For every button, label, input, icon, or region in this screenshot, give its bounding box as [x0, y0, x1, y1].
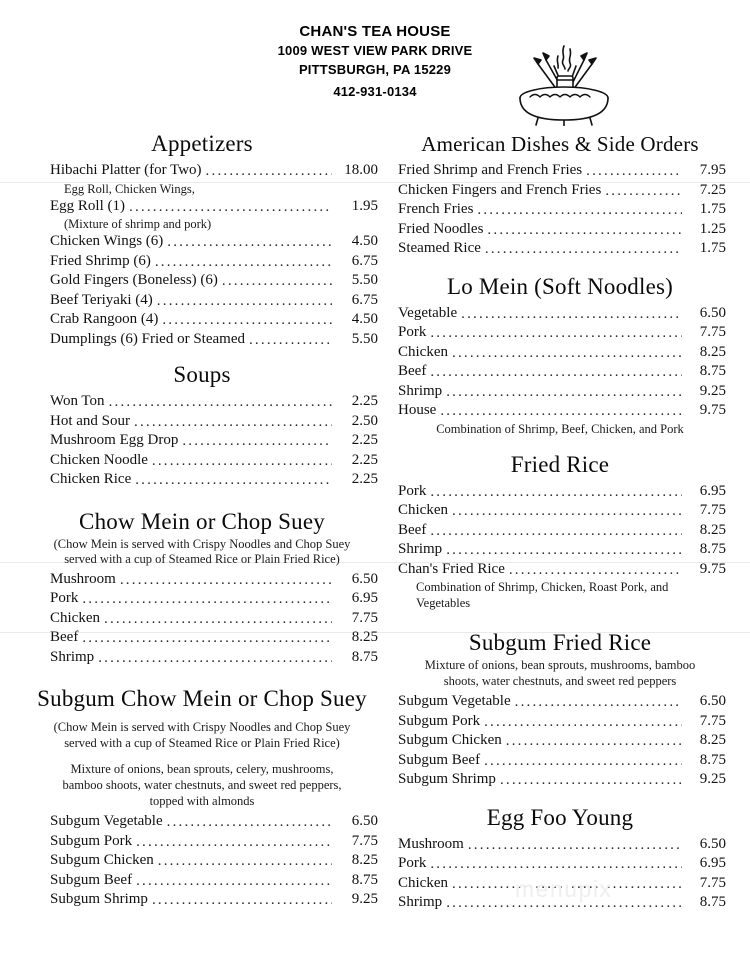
- item-name: Hibachi Platter (for Two): [50, 162, 202, 178]
- section-description: Mixture of onions, bean sprouts, mushrooms, bamboo: [424, 658, 696, 672]
- leader-dots: [452, 504, 682, 519]
- item-name: Fried Shrimp and French Fries: [398, 162, 583, 178]
- item-price: 8.75: [699, 751, 726, 768]
- menu-item[interactable]: [394, 835, 726, 855]
- leader-dots: [484, 714, 682, 729]
- item-list: [26, 812, 378, 910]
- section-appetizers: [26, 130, 378, 349]
- item-price: 5.50: [351, 272, 378, 288]
- menu-item[interactable]: [394, 161, 726, 181]
- menu-item[interactable]: [394, 181, 726, 201]
- menu-header: [0, 0, 750, 130]
- item-list: [26, 161, 378, 349]
- leader-dots: [477, 203, 682, 218]
- menu-item[interactable]: [26, 412, 378, 432]
- leader-dots: [136, 873, 332, 888]
- item-name: Chicken Noodle: [50, 451, 148, 468]
- item-price: 7.75: [699, 712, 726, 729]
- item-price: 8.25: [699, 732, 726, 748]
- menu-item[interactable]: [394, 712, 726, 732]
- section-description: topped with almonds: [149, 794, 255, 808]
- menu-item[interactable]: [394, 854, 726, 874]
- item-price: 7.75: [699, 874, 726, 891]
- item-price: 8.75: [351, 871, 378, 888]
- menu-item[interactable]: [394, 751, 726, 771]
- item-price: 2.25: [351, 393, 378, 409]
- menu-item[interactable]: [26, 310, 378, 330]
- section-lo-mein: [394, 273, 726, 437]
- section-note: served with a cup of Steamed Rice or Plain Fried Rice): [64, 552, 340, 566]
- item-name: Subgum Shrimp: [398, 771, 496, 787]
- item-description: (Mixture of shrimp and pork): [64, 217, 212, 231]
- leader-dots: [152, 453, 332, 468]
- menu-item[interactable]: [26, 330, 378, 350]
- item-list: [394, 692, 726, 790]
- menu-item[interactable]: [26, 392, 378, 412]
- leader-dots: [485, 242, 682, 257]
- item-name: Subgum Vegetable: [50, 813, 163, 829]
- item-name: Vegetable: [398, 304, 458, 321]
- item-price: 6.50: [351, 570, 378, 587]
- menu-column-right: [394, 130, 726, 915]
- menu-item[interactable]: [394, 692, 726, 712]
- item-price: 8.25: [351, 629, 378, 645]
- section-note: (Chow Mein is served with Crispy Noodles and Chop Suey: [53, 536, 351, 551]
- section-subgum-chow-mein: [26, 685, 378, 910]
- item-name: French Fries: [398, 201, 474, 217]
- item-price: 6.50: [699, 835, 726, 852]
- item-description: Combination of Shrimp, Beef, Chicken, and Pork: [436, 421, 684, 436]
- leader-dots: [120, 572, 332, 587]
- menu-item[interactable]: [394, 501, 726, 521]
- menu-item[interactable]: [26, 851, 378, 871]
- section-title: Chow Mein or Chop Suey: [79, 508, 325, 534]
- leader-dots: [104, 611, 332, 626]
- item-name: Pork: [398, 855, 427, 871]
- item-name: Beef: [398, 521, 427, 538]
- item-price: 4.50: [351, 233, 378, 249]
- item-name: Beef: [50, 629, 79, 645]
- leader-dots: [430, 326, 682, 341]
- menu-item[interactable]: [26, 609, 378, 629]
- leader-dots: [136, 834, 332, 849]
- restaurant-info: [0, 22, 750, 101]
- leader-dots: [506, 734, 682, 749]
- menu-item[interactable]: [394, 239, 726, 259]
- section-title: Soups: [173, 362, 231, 387]
- leader-dots: [487, 222, 682, 237]
- item-name: Beef Teriyaki (4): [50, 291, 153, 308]
- item-name: Fried Noodles: [398, 220, 484, 237]
- item-price: 6.75: [351, 252, 378, 269]
- item-price: 1.95: [351, 197, 378, 214]
- item-price: 2.25: [351, 432, 378, 448]
- item-name: Shrimp: [398, 894, 443, 910]
- item-name: Chicken Wings (6): [50, 233, 164, 249]
- section-title: Lo Mein (Soft Noodles): [446, 273, 674, 299]
- item-price: 9.75: [699, 560, 726, 577]
- section-title: Egg Foo Young: [486, 804, 634, 830]
- menu-item[interactable]: [26, 431, 378, 451]
- menu-item[interactable]: [394, 382, 726, 402]
- leader-dots: [515, 695, 682, 710]
- section-title: Appetizers: [151, 131, 253, 156]
- item-price: 18.00: [344, 162, 378, 178]
- item-price: 9.25: [351, 891, 378, 907]
- item-list: [394, 482, 726, 612]
- leader-dots: [430, 857, 682, 872]
- leader-dots: [249, 332, 332, 347]
- item-name: Chan's Fried Rice: [398, 560, 505, 577]
- menu-item[interactable]: [394, 401, 726, 421]
- menu-item[interactable]: [26, 197, 378, 217]
- leader-dots: [446, 543, 682, 558]
- item-price: 1.75: [699, 201, 726, 217]
- menu-item[interactable]: [394, 323, 726, 343]
- menu-item[interactable]: [394, 770, 726, 790]
- item-price: 8.25: [351, 852, 378, 868]
- section-description: shoots, water chestnuts, and sweet red peppers: [443, 674, 677, 688]
- menu-item[interactable]: [394, 521, 726, 541]
- menupix-watermark: menupix: [515, 876, 613, 902]
- item-price: 9.25: [699, 382, 726, 399]
- menu-item[interactable]: [394, 343, 726, 363]
- item-name: Pork: [398, 482, 427, 499]
- item-price: 6.50: [699, 693, 726, 709]
- item-list: [394, 304, 726, 437]
- item-name: Dumplings (6) Fried or Steamed: [50, 330, 245, 347]
- section-american-dishes: [394, 130, 726, 259]
- leader-dots: [109, 395, 332, 410]
- menu-item[interactable]: [26, 232, 378, 252]
- menu-item[interactable]: [394, 560, 726, 580]
- item-price: 2.25: [351, 471, 378, 487]
- item-price: 7.25: [699, 181, 726, 198]
- item-name: Steamed Rice: [398, 240, 481, 256]
- menu-item[interactable]: [26, 871, 378, 891]
- leader-dots: [167, 235, 332, 250]
- item-description: Combination of Shrimp, Chicken, Roast Pork, and: [416, 580, 669, 594]
- item-name: Egg Roll (1): [50, 197, 125, 214]
- item-name: Chicken Rice: [50, 471, 132, 487]
- section-title: Subgum Chow Mein or Chop Suey: [37, 686, 367, 711]
- item-name: Subgum Pork: [50, 832, 133, 849]
- section-title: American Dishes & Side Orders: [421, 132, 699, 156]
- leader-dots: [157, 293, 332, 308]
- menu-item[interactable]: [394, 731, 726, 751]
- leader-dots: [155, 254, 332, 269]
- section-title: Fried Rice: [510, 451, 610, 477]
- leader-dots: [430, 523, 682, 538]
- item-name: Won Ton: [50, 393, 105, 409]
- item-price: 8.25: [699, 521, 726, 538]
- menu-item[interactable]: [26, 570, 378, 590]
- leader-dots: [206, 164, 332, 179]
- menu-item[interactable]: [26, 451, 378, 471]
- menu-item[interactable]: [394, 482, 726, 502]
- item-name: Pork: [50, 590, 79, 606]
- item-name: Subgum Chicken: [398, 732, 502, 748]
- item-name: Pork: [398, 324, 427, 340]
- section-note: served with a cup of Steamed Rice or Plain Fried Rice): [64, 736, 340, 750]
- leader-dots: [446, 384, 682, 399]
- item-name: Chicken: [398, 874, 448, 891]
- section-title: Subgum Fried Rice: [468, 630, 652, 655]
- item-name: Mushroom: [50, 570, 116, 587]
- leader-dots: [167, 815, 332, 830]
- item-name: Shrimp: [398, 541, 443, 557]
- item-name: Chicken: [398, 502, 448, 518]
- menu-item[interactable]: [26, 890, 378, 910]
- item-description: Vegetables: [416, 596, 471, 610]
- item-list: [26, 570, 378, 668]
- item-name: Chicken: [50, 609, 100, 626]
- leader-dots: [452, 345, 682, 360]
- item-price: 8.75: [699, 541, 726, 557]
- menu-item[interactable]: [394, 220, 726, 240]
- item-price: 2.25: [351, 451, 378, 468]
- item-price: 6.50: [351, 813, 378, 829]
- item-name: Shrimp: [50, 648, 95, 665]
- menu-item[interactable]: [26, 648, 378, 668]
- menu-item[interactable]: [26, 832, 378, 852]
- item-name: Subgum Shrimp: [50, 891, 148, 907]
- leader-dots: [82, 592, 332, 607]
- item-price: 5.50: [351, 330, 378, 347]
- item-name: Mushroom Egg Drop: [50, 432, 179, 448]
- leader-dots: [468, 837, 682, 852]
- item-price: 6.95: [699, 482, 726, 499]
- leader-dots: [484, 753, 682, 768]
- item-name: Subgum Beef: [398, 751, 481, 768]
- leader-dots: [98, 650, 332, 665]
- item-price: 4.50: [351, 311, 378, 327]
- item-list: [394, 161, 726, 259]
- leader-dots: [461, 306, 682, 321]
- leader-dots: [430, 365, 682, 380]
- item-price: 7.75: [351, 832, 378, 849]
- item-price: 2.50: [351, 412, 378, 429]
- menu-item[interactable]: [26, 252, 378, 272]
- menu-item[interactable]: [26, 161, 378, 181]
- restaurant-phone: 412-931-0134: [333, 84, 417, 99]
- menu-item[interactable]: [394, 540, 726, 560]
- item-price: 7.75: [351, 609, 378, 626]
- menu-item[interactable]: [26, 470, 378, 490]
- leader-dots: [162, 313, 332, 328]
- item-name: Beef: [398, 363, 427, 379]
- item-name: Subgum Beef: [50, 871, 133, 888]
- item-price: 6.50: [699, 304, 726, 321]
- leader-dots: [129, 199, 332, 214]
- menu-item[interactable]: [394, 200, 726, 220]
- leader-dots: [222, 274, 332, 289]
- leader-dots: [182, 434, 332, 449]
- restaurant-address: 1009 WEST VIEW PARK DRIVE: [277, 43, 473, 58]
- item-name: Gold Fingers (Boneless) (6): [50, 272, 218, 288]
- item-price: 1.25: [699, 220, 726, 237]
- restaurant-city: PITTSBURGH, PA 15229: [298, 62, 452, 77]
- leader-dots: [440, 404, 682, 419]
- leader-dots: [134, 414, 332, 429]
- section-subgum-fried-rice: [394, 629, 726, 790]
- section-soups: [26, 361, 378, 490]
- section-fried-rice: [394, 451, 726, 612]
- menu-item[interactable]: [394, 304, 726, 324]
- item-price: 6.95: [699, 855, 726, 871]
- item-price: 7.95: [699, 162, 726, 178]
- item-name: Shrimp: [398, 382, 443, 399]
- menu-item[interactable]: [26, 271, 378, 291]
- item-name: Subgum Vegetable: [398, 693, 511, 709]
- item-description: Egg Roll, Chicken Wings,: [64, 181, 195, 196]
- section-chow-mein: [26, 508, 378, 668]
- item-name: Subgum Pork: [398, 712, 481, 729]
- item-name: Subgum Chicken: [50, 852, 154, 868]
- section-description: Mixture of onions, bean sprouts, celery, mushrooms,: [70, 762, 334, 776]
- leader-dots: [500, 773, 682, 788]
- item-price: 8.75: [699, 363, 726, 379]
- item-price: 8.75: [699, 894, 726, 910]
- item-price: 8.75: [351, 648, 378, 665]
- item-name: House: [398, 402, 437, 418]
- hibachi-grill-logo-icon: [508, 34, 620, 126]
- item-name: Hot and Sour: [50, 412, 130, 429]
- item-name: Chicken: [398, 343, 448, 360]
- item-price: 1.75: [699, 240, 726, 256]
- restaurant-name: CHAN'S TEA HOUSE: [299, 23, 451, 40]
- section-note: (Chow Mein is served with Crispy Noodles and Chop Suey: [53, 720, 351, 734]
- leader-dots: [135, 473, 332, 488]
- item-price: 9.75: [699, 402, 726, 418]
- leader-dots: [152, 893, 332, 908]
- menu-item[interactable]: [26, 628, 378, 648]
- menu-body: [0, 130, 750, 915]
- leader-dots: [430, 484, 682, 499]
- section-description: bamboo shoots, water chestnuts, and sweet red peppers,: [62, 778, 342, 792]
- menu-item[interactable]: [26, 589, 378, 609]
- leader-dots: [509, 562, 682, 577]
- item-name: Mushroom: [398, 835, 464, 852]
- item-price: 9.25: [699, 771, 726, 787]
- leader-dots: [82, 631, 332, 646]
- menu-column-left: [26, 130, 378, 915]
- menu-item[interactable]: [26, 291, 378, 311]
- item-price: 8.25: [699, 343, 726, 360]
- leader-dots: [605, 183, 682, 198]
- item-price: 7.75: [699, 502, 726, 518]
- menu-item[interactable]: [26, 812, 378, 832]
- item-name: Crab Rangoon (4): [50, 311, 159, 327]
- leader-dots: [586, 164, 682, 179]
- item-list: [26, 392, 378, 490]
- menu-item[interactable]: [394, 362, 726, 382]
- item-price: 7.75: [699, 324, 726, 340]
- item-name: Chicken Fingers and French Fries: [398, 181, 602, 198]
- leader-dots: [158, 854, 332, 869]
- item-price: 6.75: [351, 291, 378, 308]
- item-price: 6.95: [351, 590, 378, 606]
- item-name: Fried Shrimp (6): [50, 252, 151, 269]
